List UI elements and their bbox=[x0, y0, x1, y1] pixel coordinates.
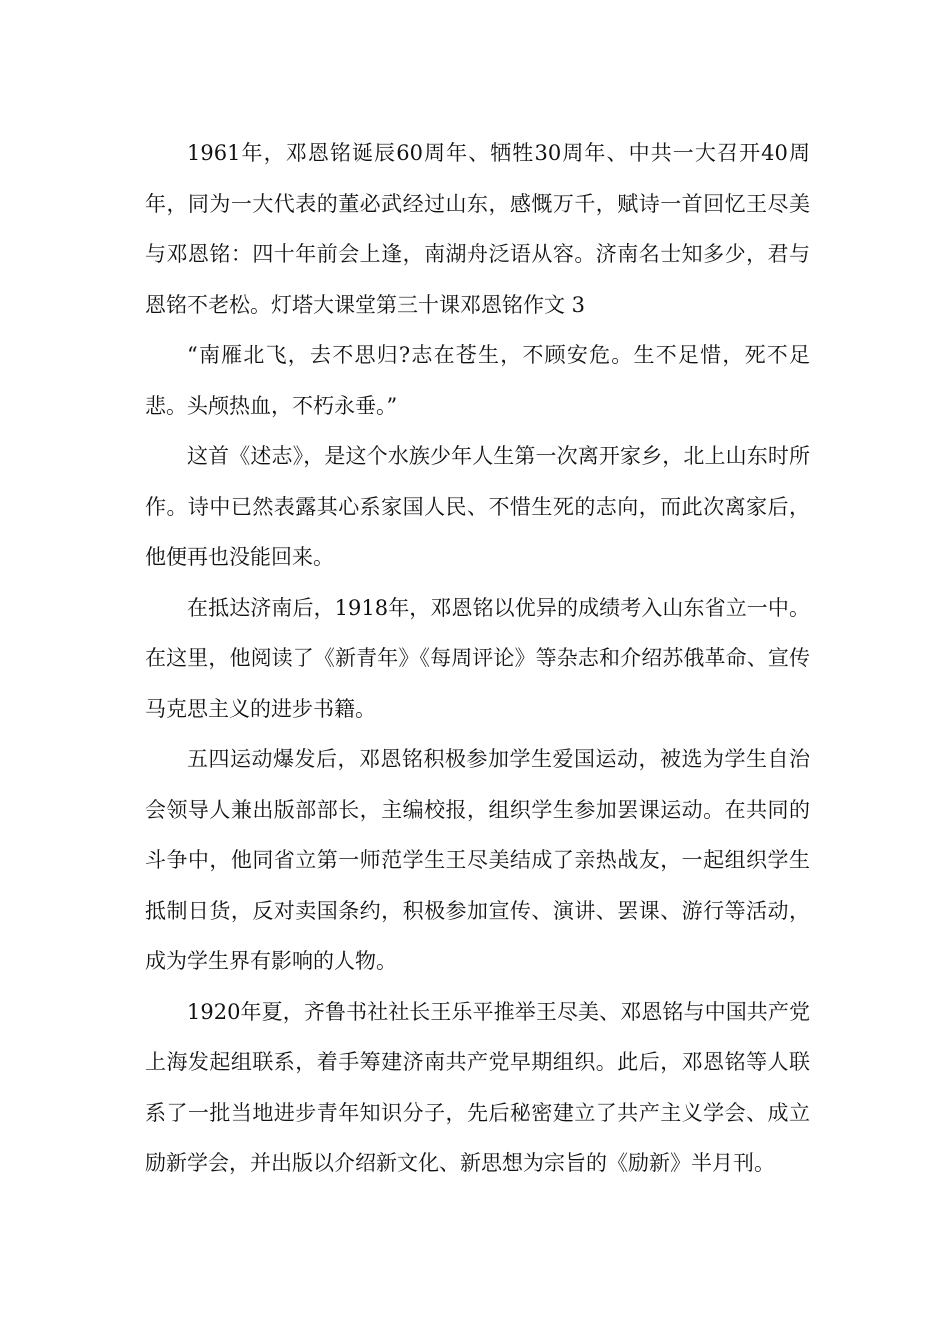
paragraph: “南雁北飞，去不思归?志在苍生，不顾安危。生不足惜，死不足悲。头颅热血，不朽永垂。” bbox=[145, 343, 810, 418]
paragraph: 在抵达济南后，1918年，邓恩铭以优异的成绩考入山东省立一中。在这里，他阅读了《新青年》《每周评论》等杂志和介绍苏俄革命、宣传马克思主义的进步书籍。 bbox=[145, 595, 810, 721]
paragraph: 1961年，邓恩铭诞辰60周年、牺牲30周年、中共一大召开40周年，同为一大代表的董必武经过山东，感慨万千，赋诗一首回忆王尽美与邓恩铭：四十年前会上逢，南湖舟泛语从容。济南名士知多少，君与恩铭不老松。灯塔大课堂第三十课邓恩铭作文 3 bbox=[145, 141, 810, 317]
paragraph: 1920年夏，齐鲁书社社长王乐平推举王尽美、邓恩铭与中国共产党上海发起组联系，着手筹建济南共产党早期组织。此后，邓恩铭等人联系了一批当地进步青年知识分子，先后秘密建立了共产主义学会、成立励新学会，并出版以介绍新文化、新思想为宗旨的《励新》半月刊。 bbox=[145, 999, 810, 1175]
document-body bbox=[145, 128, 810, 1189]
paragraph: 这首《述志》，是这个水族少年人生第一次离开家乡，北上山东时所作。诗中已然表露其心系家国人民、不惜生死的志向，而此次离家后，他便再也没能回来。 bbox=[145, 444, 810, 569]
paragraph: 五四运动爆发后，邓恩铭积极参加学生爱国运动，被选为学生自治会领导人兼出版部部长，主编校报，组织学生参加罢课运动。在共同的斗争中，他同省立第一师范学生王尽美结成了亲热战友，一起组织学生抵制日货，反对卖国条约，积极参加宣传、演讲、罢课、游行等活动，成为学生界有影响的人物。 bbox=[145, 747, 810, 973]
